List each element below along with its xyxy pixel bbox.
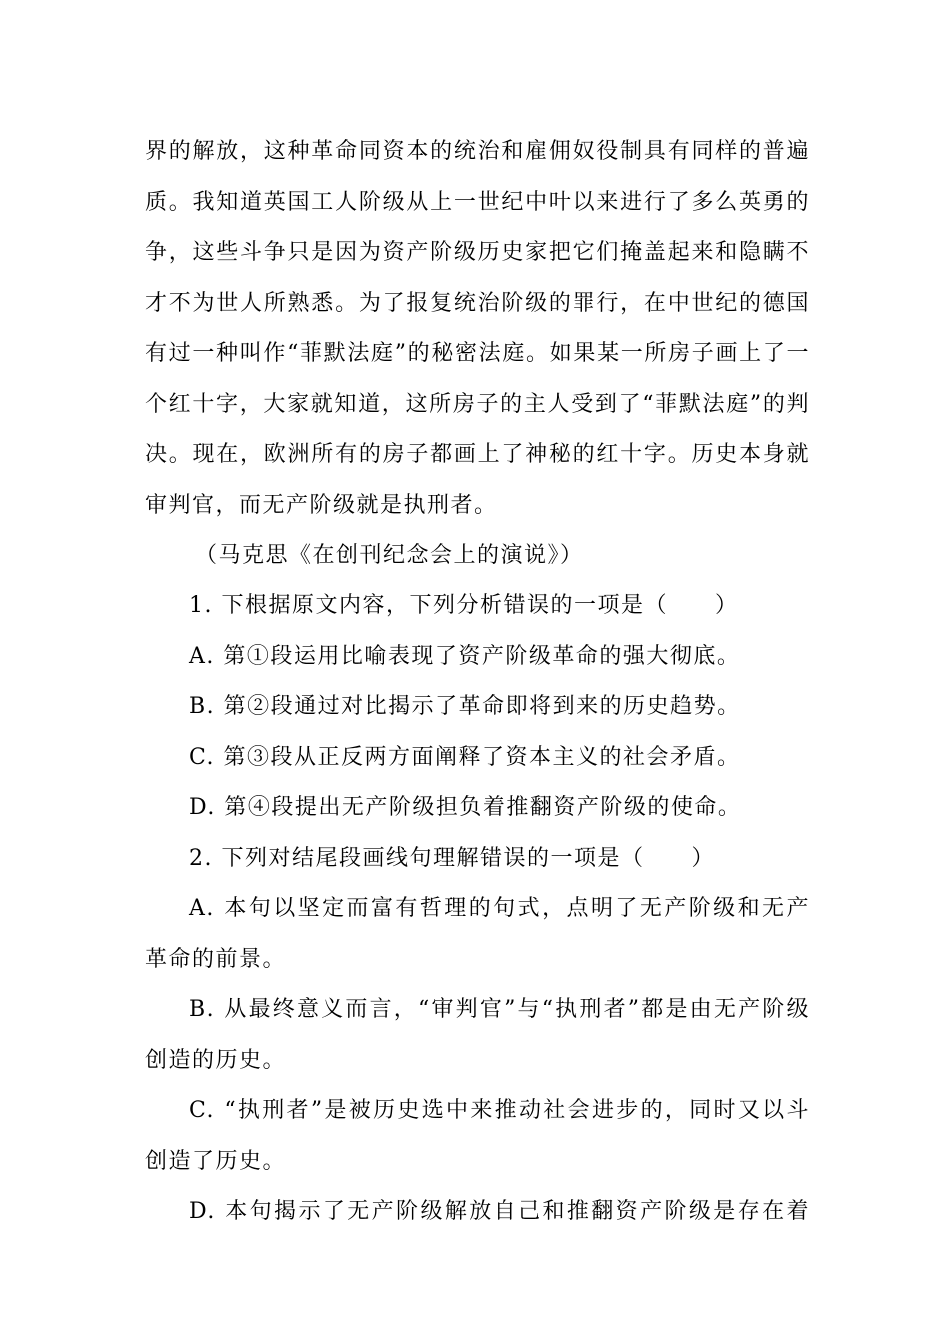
question-2-option-b-line2: 创造的历史。 (145, 1047, 287, 1073)
question-1-stem: 1. 下根据原文内容，下列分析错误的一项是（ ） (189, 593, 739, 618)
question-1-option-d: D. 第④段提出无产阶级担负着推翻资产阶级的使命。 (189, 795, 742, 820)
question-1-option-b: B. 第②段通过对比揭示了革命即将到来的历史趋势。 (189, 694, 741, 719)
passage-line: 审判官，而无产阶级就是执刑者。 (145, 492, 498, 518)
question-2-stem: 2. 下列对结尾段画线句理解错误的一项是（ ） (189, 845, 715, 871)
passage-line: 个红十字，大家就知道，这所房子的主人受到了“菲默法庭”的判 (145, 391, 810, 417)
question-2-option-c-line2: 创造了历史。 (145, 1148, 287, 1174)
question-1-option-a: A. 第①段运用比喻表现了资产阶级革命的强大彻底。 (189, 643, 741, 669)
passage-text (145, 127, 810, 582)
question-2-option-c-line1: C. “执刑者”是被历史选中来推动社会进步的，同时又以斗 (189, 1098, 810, 1123)
passage-line: 有过一种叫作“菲默法庭”的秘密法庭。如果某一所房子画上了一 (145, 341, 810, 366)
question-2-option-d-line1: D. 本句揭示了无产阶级解放自己和推翻资产阶级是存在着 (189, 1199, 810, 1224)
passage-line: 界的解放，这种革命同资本的统治和雇佣奴役制具有同样的普遍 (145, 139, 810, 164)
passage-line: 才不为世人所熟悉。为了报复统治阶级的罪行，在中世纪的德国 (145, 290, 810, 316)
passage-line: 争，这些斗争只是因为资产阶级历史家把它们掩盖起来和隐瞒不 (145, 240, 810, 265)
question-2-option-a-line1: A. 本句以坚定而富有哲理的句式，点明了无产阶级和无产 (189, 896, 810, 921)
question-section (145, 581, 810, 1238)
passage-source: （马克思《在创刊纪念会上的演说》） (195, 543, 584, 568)
passage-line: 决。现在，欧洲所有的房子都画上了神秘的红十字。历史本身就 (145, 442, 810, 467)
passage-line: 质。我知道英国工人阶级从上一世纪中叶以来进行了多么英勇的 (145, 189, 810, 215)
question-2-option-a-line2: 革命的前景。 (145, 946, 287, 972)
question-1-option-c: C. 第③段从正反两方面阐释了资本主义的社会矛盾。 (189, 744, 741, 770)
question-2-option-b-line1: B. 从最终意义而言，“审判官”与“执刑者”都是由无产阶级 (189, 997, 810, 1022)
